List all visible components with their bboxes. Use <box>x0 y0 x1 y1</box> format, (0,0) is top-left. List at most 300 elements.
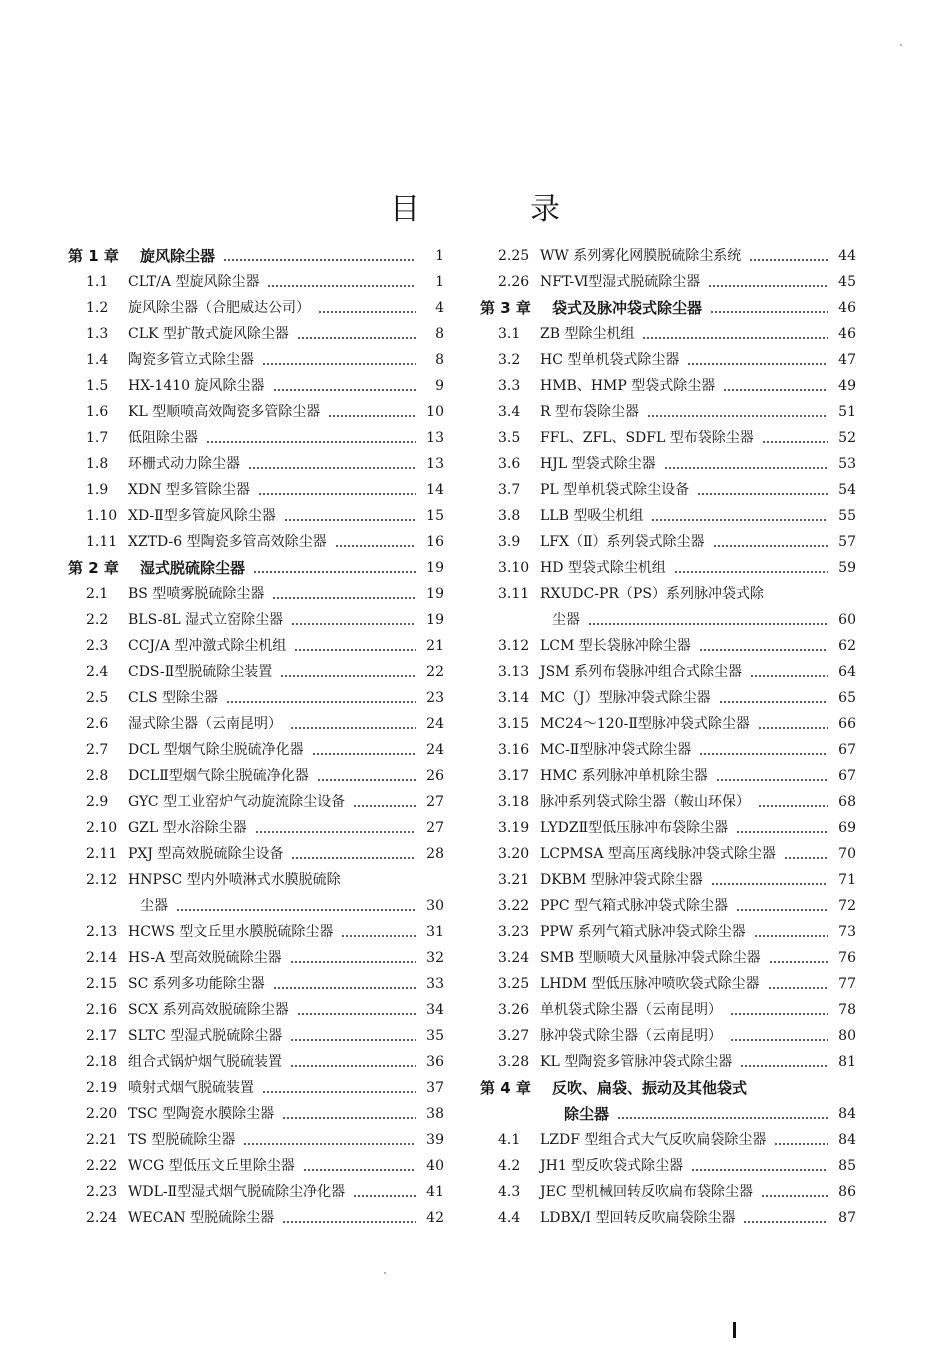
toc-page-number: 57 <box>838 534 856 550</box>
toc-section-entry[interactable] <box>68 711 444 737</box>
toc-section-entry[interactable] <box>68 1127 444 1153</box>
toc-section-entry[interactable] <box>68 919 444 945</box>
toc-section-entry[interactable] <box>480 503 856 529</box>
toc-section-entry[interactable] <box>68 425 444 451</box>
toc-dot-leader <box>711 867 828 893</box>
toc-page-number: 39 <box>426 1132 444 1148</box>
toc-section-entry[interactable] <box>480 607 856 633</box>
toc-section-entry[interactable] <box>68 633 444 659</box>
toc-entry-number: 3.20 <box>498 846 530 862</box>
toc-entry-title: 脉冲系列袋式除尘器（鞍山环保） <box>540 794 750 810</box>
toc-entry-title: PXJ 型高效脱硫除尘设备 <box>128 846 284 862</box>
toc-entry-title: HCWS 型文丘里水膜脱硫除尘器 <box>128 924 334 940</box>
toc-page-number: 37 <box>426 1080 444 1096</box>
toc-entry-number: 1.2 <box>86 300 109 316</box>
toc-page-number: 22 <box>426 664 444 680</box>
toc-entry-title: PL 型单机袋式除尘设备 <box>540 482 690 498</box>
toc-page-number: 53 <box>838 456 856 472</box>
toc-chapter-entry[interactable] <box>68 243 444 269</box>
toc-entry-number: 1.3 <box>86 326 109 342</box>
toc-section-entry[interactable] <box>480 919 856 945</box>
toc-dot-leader <box>651 503 828 529</box>
toc-page-number: 10 <box>426 404 444 420</box>
toc-page-number: 36 <box>426 1054 444 1070</box>
toc-dot-leader <box>272 581 416 607</box>
toc-dot-leader <box>273 971 416 997</box>
toc-entry-title: 湿式除尘器（云南昆明） <box>128 716 282 732</box>
toc-entry-number: 1.8 <box>86 456 109 472</box>
toc-section-entry[interactable] <box>68 997 444 1023</box>
toc-dot-leader <box>642 321 828 347</box>
toc-dot-leader <box>719 685 828 711</box>
toc-dot-leader <box>769 945 828 971</box>
toc-section-entry[interactable] <box>68 503 444 529</box>
toc-page-number: 86 <box>838 1184 856 1200</box>
toc-section-entry[interactable] <box>480 1049 856 1075</box>
toc-section-entry[interactable] <box>480 841 856 867</box>
toc-entry-number: 3.16 <box>498 742 530 758</box>
toc-page-number: 27 <box>426 820 444 836</box>
toc-section-entry[interactable] <box>480 789 856 815</box>
toc-entry-number: 3.2 <box>498 352 521 368</box>
toc-section-entry[interactable] <box>68 529 444 555</box>
page-folio-mark <box>733 1322 736 1338</box>
toc-entry-title: LDBX/I 型回转反吹扁袋除尘器 <box>540 1210 736 1226</box>
toc-entry-number: 3.14 <box>498 690 530 706</box>
toc-entry-title: RXUDC-PR（PS）系列脉冲袋式除 <box>540 586 764 602</box>
toc-section-entry[interactable] <box>68 763 444 789</box>
toc-section-entry[interactable] <box>68 1179 444 1205</box>
toc-chapter-entry[interactable] <box>480 1101 856 1127</box>
toc-page-number: 4 <box>435 300 444 316</box>
toc-entry-number: 2.9 <box>86 794 109 810</box>
toc-page-number: 64 <box>838 664 856 680</box>
toc-dot-leader <box>223 243 416 269</box>
toc-page-number: 42 <box>426 1210 444 1226</box>
toc-entry-number: 第 1 章 <box>68 247 119 265</box>
toc-entry-number: 3.19 <box>498 820 530 836</box>
toc-entry-title: 除尘器 <box>564 1105 610 1123</box>
toc-page-number: 62 <box>838 638 856 654</box>
toc-section-entry[interactable] <box>480 945 856 971</box>
toc-entry-number: 3.13 <box>498 664 530 680</box>
toc-section-entry[interactable] <box>480 243 856 269</box>
toc-page-number: 66 <box>838 716 856 732</box>
toc-dot-leader <box>697 477 828 503</box>
toc-entry-title: HD 型袋式除尘机组 <box>540 560 666 576</box>
toc-entry-number: 3.15 <box>498 716 530 732</box>
toc-entry-title: CLK 型扩散式旋风除尘器 <box>128 326 289 342</box>
toc-page-number: 45 <box>838 274 856 290</box>
toc-entry-number: 3.23 <box>498 924 530 940</box>
toc-entry-number: 1.4 <box>86 352 109 368</box>
toc-entry-number: 3.8 <box>498 508 521 524</box>
toc-dot-leader <box>740 1049 828 1075</box>
toc-entry-title: LHDM 型低压脉冲喷吹袋式除尘器 <box>540 976 760 992</box>
toc-dot-leader <box>291 607 416 633</box>
toc-entry-title: SC 系列多功能除尘器 <box>128 976 265 992</box>
toc-chapter-entry[interactable] <box>68 555 444 581</box>
toc-entry-number: 3.1 <box>498 326 521 342</box>
toc-section-entry[interactable] <box>480 399 856 425</box>
toc-entry-title: 反吹、扁袋、振动及其他袋式 <box>552 1079 748 1097</box>
toc-dot-leader <box>699 737 828 763</box>
toc-dot-leader <box>758 789 828 815</box>
toc-page-number: 31 <box>426 924 444 940</box>
toc-section-entry[interactable] <box>68 971 444 997</box>
toc-page-number: 40 <box>426 1158 444 1174</box>
toc-entry-number: 2.12 <box>86 872 118 888</box>
toc-entry-number: 2.20 <box>86 1106 118 1122</box>
toc-entry-title: PPC 型气箱式脉冲袋式除尘器 <box>540 898 729 914</box>
toc-entry-title: XZTD-6 型陶瓷多管高效除尘器 <box>128 534 327 550</box>
toc-page-number: 49 <box>838 378 856 394</box>
toc-section-entry[interactable] <box>480 867 856 893</box>
toc-page-number: 19 <box>426 586 444 602</box>
toc-page-number: 24 <box>426 716 444 732</box>
toc-section-entry[interactable] <box>68 399 444 425</box>
toc-entry-number: 3.9 <box>498 534 521 550</box>
toc-entry-title: LCPMSA 型高压离线脉冲袋式除尘器 <box>540 846 776 862</box>
toc-page-number: 65 <box>838 690 856 706</box>
toc-section-entry[interactable] <box>480 425 856 451</box>
toc-entry-number: 4.2 <box>498 1158 521 1174</box>
toc-entry-title: KL 型顺喷高效陶瓷多管除尘器 <box>128 404 321 420</box>
toc-dot-leader <box>243 1127 416 1153</box>
toc-entry-number: 1.1 <box>86 274 109 290</box>
toc-section-entry[interactable] <box>68 1023 444 1049</box>
toc-entry-number: 2.16 <box>86 1002 118 1018</box>
toc-entry-title: DCLⅡ型烟气除尘脱硫净化器 <box>128 768 309 784</box>
toc-chapter-entry[interactable] <box>480 295 856 321</box>
toc-page-number: 13 <box>426 430 444 446</box>
toc-entry-title: DCL 型烟气除尘脱硫净化器 <box>128 742 304 758</box>
toc-dot-leader <box>736 815 828 841</box>
toc-entry-title: LLB 型吸尘机组 <box>540 508 644 524</box>
toc-page-number: 15 <box>426 508 444 524</box>
toc-page-number: 85 <box>838 1158 856 1174</box>
toc-section-entry[interactable] <box>68 867 444 893</box>
toc-section-entry[interactable] <box>480 711 856 737</box>
toc-entry-title: MC-Ⅱ型脉冲袋式除尘器 <box>540 742 692 758</box>
toc-section-entry[interactable] <box>480 581 856 607</box>
toc-page-number: 87 <box>838 1210 856 1226</box>
toc-entry-number: 3.24 <box>498 950 530 966</box>
toc-page-number: 8 <box>435 326 444 342</box>
toc-dot-leader <box>762 425 828 451</box>
toc-entry-number: 1.7 <box>86 430 109 446</box>
toc-page-number: 59 <box>838 560 856 576</box>
toc-entry-number: 2.23 <box>86 1184 118 1200</box>
toc-page-number: 84 <box>838 1106 856 1122</box>
toc-dot-leader <box>294 633 416 659</box>
toc-dot-leader <box>784 841 828 867</box>
toc-entry-title: TS 型脱硫除尘器 <box>128 1132 236 1148</box>
page-title <box>0 184 950 228</box>
toc-page-number: 60 <box>838 612 856 628</box>
toc-dot-leader <box>255 815 416 841</box>
toc-dot-leader <box>353 789 416 815</box>
toc-entry-title: 湿式脱硫除尘器 <box>140 559 246 577</box>
toc-entry-number: 3.7 <box>498 482 521 498</box>
toc-entry-number: 第 4 章 <box>480 1079 531 1097</box>
toc-entry-title: JEC 型机械回转反吹扁布袋除尘器 <box>540 1184 753 1200</box>
toc-section-entry[interactable] <box>68 737 444 763</box>
toc-chapter-entry[interactable] <box>480 1075 856 1101</box>
toc-entry-number: 2.26 <box>498 274 530 290</box>
toc-entry-number: 1.5 <box>86 378 109 394</box>
toc-dot-leader <box>588 607 828 633</box>
toc-dot-leader <box>328 399 416 425</box>
toc-section-entry[interactable] <box>68 685 444 711</box>
toc-dot-leader <box>258 477 416 503</box>
toc-entry-title: WCG 型低压文丘里除尘器 <box>128 1158 295 1174</box>
toc-section-entry[interactable] <box>480 971 856 997</box>
toc-entry-number: 3.27 <box>498 1028 530 1044</box>
toc-dot-leader <box>723 373 828 399</box>
toc-entry-title: HMB、HMP 型袋式除尘器 <box>540 378 716 394</box>
toc-dot-leader <box>730 1023 828 1049</box>
toc-entry-number: 1.6 <box>86 404 109 420</box>
toc-entry-title: XD-Ⅱ型多管旋风除尘器 <box>128 508 276 524</box>
toc-dot-leader <box>716 763 828 789</box>
toc-entry-title: 单机袋式除尘器（云南昆明） <box>540 1002 722 1018</box>
toc-section-entry[interactable] <box>480 555 856 581</box>
toc-page-number: 52 <box>838 430 856 446</box>
toc-section-entry[interactable] <box>68 321 444 347</box>
toc-entry-title: LCM 型长袋脉冲除尘器 <box>540 638 691 654</box>
title-char-2: 录 <box>530 192 560 227</box>
toc-dot-leader <box>708 269 828 295</box>
toc-section-entry[interactable] <box>68 347 444 373</box>
toc-page-number: 26 <box>426 768 444 784</box>
toc-entry-number: 3.3 <box>498 378 521 394</box>
toc-entry-number: 1.11 <box>86 534 118 550</box>
toc-page-number: 1 <box>435 274 444 290</box>
toc-section-entry[interactable] <box>480 1153 856 1179</box>
toc-page-number: 14 <box>426 482 444 498</box>
toc-entry-number: 2.4 <box>86 664 109 680</box>
title-char-1: 目 <box>390 192 420 227</box>
toc-section-entry[interactable] <box>480 529 856 555</box>
toc-entry-title: GYC 型工业窑炉气动旋流除尘设备 <box>128 794 346 810</box>
toc-dot-leader <box>664 451 828 477</box>
toc-dot-leader <box>761 1179 828 1205</box>
toc-page-number: 51 <box>838 404 856 420</box>
toc-dot-leader <box>317 763 416 789</box>
toc-entry-title: 环栅式动力除尘器 <box>128 456 240 472</box>
toc-section-entry[interactable] <box>480 1127 856 1153</box>
toc-entry-number: 4.4 <box>498 1210 521 1226</box>
toc-dot-leader <box>282 1205 416 1231</box>
toc-section-entry[interactable] <box>68 373 444 399</box>
toc-entry-title: TSC 型陶瓷水膜除尘器 <box>128 1106 275 1122</box>
toc-dot-leader <box>750 659 828 685</box>
toc-dot-leader <box>335 529 416 555</box>
toc-section-entry[interactable] <box>68 945 444 971</box>
toc-section-entry[interactable] <box>480 321 856 347</box>
toc-entry-number: 2.13 <box>86 924 118 940</box>
toc-page-number: 34 <box>426 1002 444 1018</box>
toc-section-entry[interactable] <box>480 269 856 295</box>
toc-section-entry[interactable] <box>480 685 856 711</box>
toc-page-number: 68 <box>838 794 856 810</box>
toc-section-entry[interactable] <box>68 659 444 685</box>
toc-entry-number: 3.12 <box>498 638 530 654</box>
toc-dot-leader <box>284 503 416 529</box>
toc-entry-title: 袋式及脉冲袋式除尘器 <box>552 299 703 317</box>
toc-page-number: 69 <box>838 820 856 836</box>
toc-entry-number: 3.28 <box>498 1054 530 1070</box>
toc-entry-title: 陶瓷多管立式除尘器 <box>128 352 254 368</box>
toc-section-entry[interactable] <box>68 607 444 633</box>
toc-entry-number: 2.8 <box>86 768 109 784</box>
toc-page-number: 73 <box>838 924 856 940</box>
toc-entry-number: 第 3 章 <box>480 299 531 317</box>
toc-entry-title: XDN 型多管除尘器 <box>128 482 250 498</box>
toc-section-entry[interactable] <box>480 763 856 789</box>
toc-section-entry[interactable] <box>480 737 856 763</box>
toc-section-entry[interactable] <box>480 997 856 1023</box>
toc-page-number: 44 <box>838 248 856 264</box>
toc-section-entry[interactable] <box>480 1205 856 1231</box>
toc-page-number: 76 <box>838 950 856 966</box>
toc-dot-leader <box>273 373 416 399</box>
toc-section-entry[interactable] <box>480 893 856 919</box>
toc-entry-title: MC（J）型脉冲袋式除尘器 <box>540 690 711 706</box>
toc-entry-number: 2.15 <box>86 976 118 992</box>
toc-dot-leader <box>710 295 828 321</box>
toc-dot-leader <box>253 555 416 581</box>
toc-entry-title: HNPSC 型内外喷淋式水膜脱硫除 <box>128 872 341 888</box>
toc-page-number: 46 <box>838 326 856 342</box>
toc-entry-title: 脉冲袋式除尘器（云南昆明） <box>540 1028 722 1044</box>
toc-section-entry[interactable] <box>480 659 856 685</box>
toc-section-entry[interactable] <box>68 789 444 815</box>
toc-section-entry[interactable] <box>68 1075 444 1101</box>
toc-entry-number: 2.18 <box>86 1054 118 1070</box>
toc-entry-title: HS-A 型高效脱硫除尘器 <box>128 950 282 966</box>
toc-entry-title: 旋风除尘器 <box>140 247 216 265</box>
toc-dot-leader <box>297 321 416 347</box>
toc-entry-title: 尘器 <box>552 612 580 628</box>
toc-entry-title: CCJ/A 型冲激式除尘机组 <box>128 638 287 654</box>
toc-dot-leader <box>736 893 828 919</box>
toc-dot-leader <box>176 893 416 919</box>
toc-page-number: 54 <box>838 482 856 498</box>
toc-entry-number: 3.11 <box>498 586 530 602</box>
toc-entry-title: NFT-Ⅵ型湿式脱硫除尘器 <box>540 274 701 290</box>
toc-section-entry[interactable] <box>68 1205 444 1231</box>
toc-dot-leader <box>267 269 416 295</box>
toc-entry-title: WECAN 型脱硫除尘器 <box>128 1210 275 1226</box>
toc-dot-leader <box>617 1101 828 1127</box>
toc-dot-leader <box>699 633 828 659</box>
toc-section-entry[interactable] <box>68 295 444 321</box>
toc-entry-number: 2.3 <box>86 638 109 654</box>
toc-dot-leader <box>318 295 416 321</box>
toc-page-number: 38 <box>426 1106 444 1122</box>
toc-dot-leader <box>749 243 828 269</box>
toc-entry-title: 尘器 <box>140 898 168 914</box>
toc-entry-title: PPW 系列气箱式脉冲袋式除尘器 <box>540 924 746 940</box>
toc-page-number: 16 <box>426 534 444 550</box>
toc-section-entry[interactable] <box>480 477 856 503</box>
toc-entry-number: 2.17 <box>86 1028 118 1044</box>
toc-entry-number: 2.1 <box>86 586 109 602</box>
toc-entry-number: 2.22 <box>86 1158 118 1174</box>
toc-dot-leader <box>262 1075 416 1101</box>
toc-left-column <box>68 243 444 1231</box>
toc-entry-number: 3.5 <box>498 430 521 446</box>
toc-section-entry[interactable] <box>68 451 444 477</box>
toc-dot-leader <box>754 919 828 945</box>
toc-entry-number: 2.21 <box>86 1132 118 1148</box>
toc-section-entry[interactable] <box>68 477 444 503</box>
toc-section-entry[interactable] <box>480 1179 856 1205</box>
toc-entry-number: 2.10 <box>86 820 118 836</box>
toc-dot-leader <box>262 347 416 373</box>
toc-dot-leader <box>291 841 416 867</box>
toc-page-number: 1 <box>435 248 444 264</box>
toc-section-entry[interactable] <box>68 893 444 919</box>
toc-dot-leader <box>290 945 416 971</box>
toc-page-number: 72 <box>838 898 856 914</box>
toc-entry-title: FFL、ZFL、SDFL 型布袋除尘器 <box>540 430 754 446</box>
toc-section-entry[interactable] <box>480 373 856 399</box>
toc-entry-number: 3.25 <box>498 976 530 992</box>
toc-entry-title: 组合式锅炉烟气脱硫装置 <box>128 1054 282 1070</box>
toc-entry-number: 1.9 <box>86 482 109 498</box>
toc-entry-title: CLT/A 型旋风除尘器 <box>128 274 260 290</box>
toc-dot-leader <box>691 1153 828 1179</box>
toc-entry-title: WDL-Ⅱ型湿式烟气脱硫除尘净化器 <box>128 1184 346 1200</box>
toc-page-number: 80 <box>838 1028 856 1044</box>
toc-section-entry[interactable] <box>480 633 856 659</box>
toc-section-entry[interactable] <box>480 451 856 477</box>
toc-page-number: 35 <box>426 1028 444 1044</box>
toc-section-entry[interactable] <box>68 269 444 295</box>
toc-entry-title: 喷射式烟气脱硫装置 <box>128 1080 254 1096</box>
toc-entry-title: JSM 系列布袋脉冲组合式除尘器 <box>540 664 742 680</box>
toc-section-entry[interactable] <box>68 841 444 867</box>
toc-section-entry[interactable] <box>68 815 444 841</box>
toc-section-entry[interactable] <box>480 347 856 373</box>
toc-entry-title: WW 系列雾化网膜脱硫除尘系统 <box>540 248 742 264</box>
toc-page-number: 33 <box>426 976 444 992</box>
toc-dot-leader <box>730 997 828 1023</box>
toc-section-entry[interactable] <box>480 1023 856 1049</box>
toc-section-entry[interactable] <box>68 1153 444 1179</box>
toc-page-number: 71 <box>838 872 856 888</box>
toc-dot-leader <box>248 451 416 477</box>
toc-section-entry[interactable] <box>68 1101 444 1127</box>
toc-section-entry[interactable] <box>68 1049 444 1075</box>
toc-entry-title: BS 型喷雾脱硫除尘器 <box>128 586 265 602</box>
toc-page-number: 32 <box>426 950 444 966</box>
toc-entry-number: 3.4 <box>498 404 521 420</box>
toc-page-number: 9 <box>435 378 444 394</box>
toc-entry-number: 2.19 <box>86 1080 118 1096</box>
toc-entry-number: 3.10 <box>498 560 530 576</box>
toc-entry-title: HX-1410 旋风除尘器 <box>128 378 265 394</box>
toc-section-entry[interactable] <box>68 581 444 607</box>
scan-speck <box>900 44 902 46</box>
toc-entry-title: MC24～120-Ⅱ型脉冲袋式除尘器 <box>540 716 750 732</box>
toc-page-number: 78 <box>838 1002 856 1018</box>
toc-entry-title: KL 型陶瓷多管脉冲袋式除尘器 <box>540 1054 733 1070</box>
toc-section-entry[interactable] <box>480 815 856 841</box>
